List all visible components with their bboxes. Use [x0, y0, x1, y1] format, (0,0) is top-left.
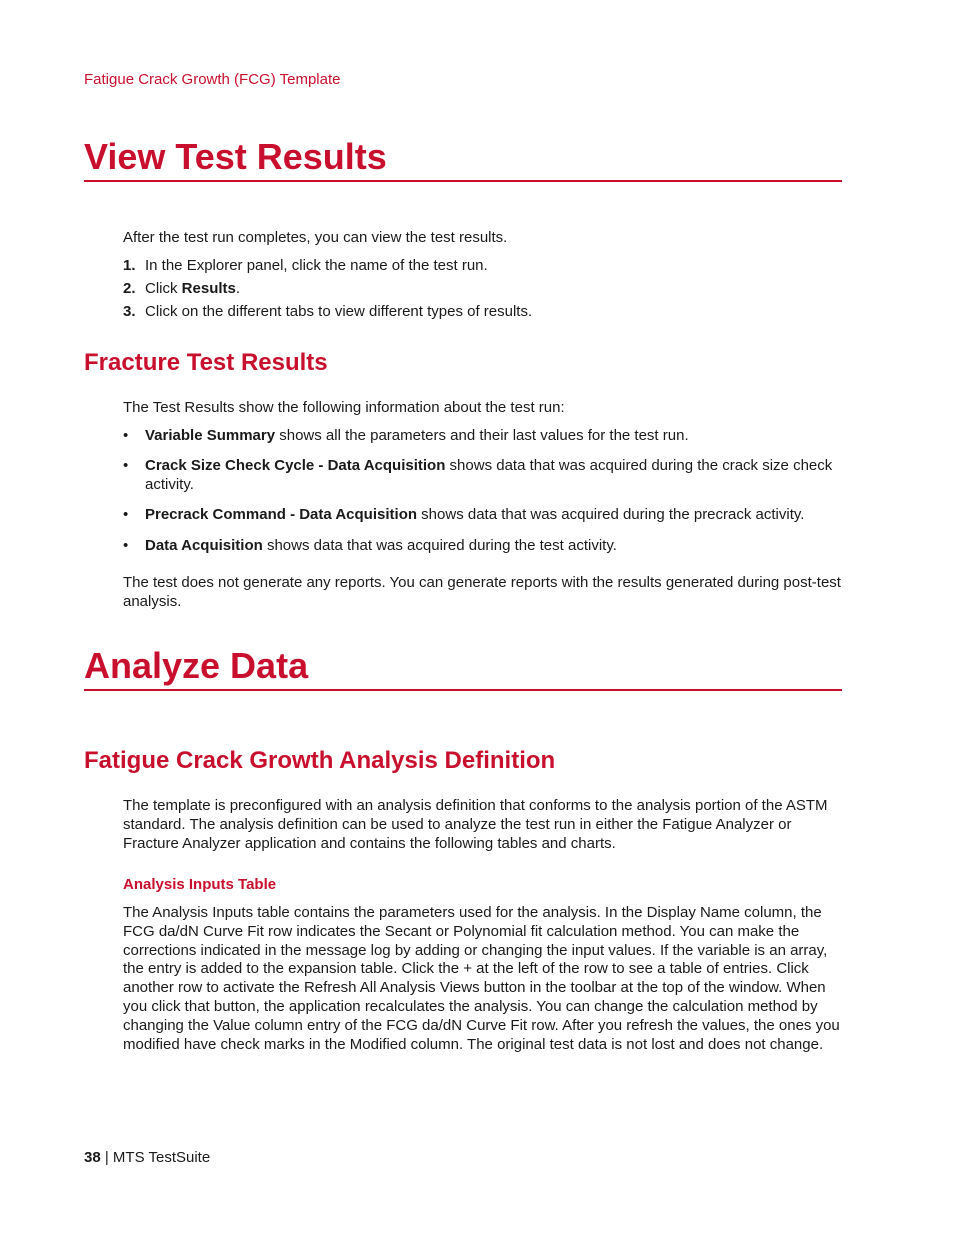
bullet-item: [123, 457, 843, 495]
page-title-view-test-results: View Test Results: [84, 136, 842, 182]
bullet-text: shows data that was acquired during the crack size check activity.: [145, 457, 833, 493]
bullet-term: Data Acquisition: [145, 537, 263, 554]
bullet-term: Crack Size Check Cycle - Data Acquisition: [145, 457, 446, 474]
bullet-icon: •: [123, 427, 129, 444]
bullet-icon: •: [123, 537, 129, 554]
bullet-term: Precrack Command - Data Acquisition: [145, 506, 418, 523]
step-text-bold: Results: [181, 280, 236, 297]
step-item: [123, 280, 843, 299]
fracture-results-note: The test does not generate any reports. You can generate reports with the results generated during post-test analysis.: [123, 574, 841, 610]
product-name: MTS TestSuite: [112, 1149, 211, 1166]
step-number: 2.: [123, 280, 136, 297]
section-heading-fcg-analysis-definition: Fatigue Crack Growth Analysis Definition: [84, 747, 556, 774]
bullet-text: shows all the parameters and their last values for the test run.: [275, 427, 689, 444]
footer-separator: |: [100, 1149, 113, 1166]
bullet-item: [123, 506, 843, 525]
analysis-inputs-body: The Analysis Inputs table contains the parameters used for the analysis. In the Display Name column, the FCG da/dN Curve Fit row indicates the Secant or Polynomial fit calculation method. You can make the corrections indicated in the message log by adding or changing the input values. If the variable is an array, the entry is added to the expansion table. Click the + at the left of the row to see a table of entries. Click another row to activate the Refresh All Analysis Views button in the toolbar at the top of the window. When you click that button, the application recalculates the analysis. You can change the calculation method by changing the Value column entry of the FCG da/dN Curve Fit row. After you refresh the values, the ones you modified have check marks in the Modified column. The original test data is not lost and does not change.: [123, 904, 840, 1053]
fracture-results-intro: The Test Results show the following information about the test run:: [123, 399, 565, 416]
step-item: [123, 257, 843, 276]
bullet-icon: •: [123, 506, 129, 523]
step-text: .: [235, 280, 241, 297]
step-item: [123, 303, 843, 322]
bullet-text: shows data that was acquired during the precrack activity.: [417, 506, 805, 523]
step-number: 3.: [123, 303, 136, 320]
step-text: Click: [145, 280, 182, 297]
running-head: Fatigue Crack Growth (FCG) Template: [84, 71, 341, 88]
step-text: In the Explorer panel, click the name of the test run.: [145, 257, 488, 274]
bullet-item: [123, 427, 843, 446]
bullet-term: Variable Summary: [145, 427, 276, 444]
fcg-analysis-intro: The template is preconfigured with an analysis definition that conforms to the analysis portion of the ASTM standard. The analysis definition can be used to analyze the test run in either the Fatigue Analyzer or Fracture Analyzer application and contains the following tables and charts.: [123, 797, 828, 852]
bullet-text: shows data that was acquired during the test activity.: [262, 537, 617, 554]
bullet-item: [123, 537, 843, 556]
step-number: 1.: [123, 257, 136, 274]
section-heading-fracture-test-results: Fracture Test Results: [84, 349, 328, 376]
page-number: 38: [84, 1149, 101, 1166]
page-footer: [84, 1149, 210, 1166]
subsection-heading-analysis-inputs-table: Analysis Inputs Table: [123, 876, 277, 893]
view-results-intro: After the test run completes, you can view the test results.: [123, 229, 508, 246]
step-text: Click on the different tabs to view different types of results.: [145, 303, 533, 320]
page-title-analyze-data: Analyze Data: [84, 645, 842, 691]
bullet-icon: •: [123, 457, 129, 474]
